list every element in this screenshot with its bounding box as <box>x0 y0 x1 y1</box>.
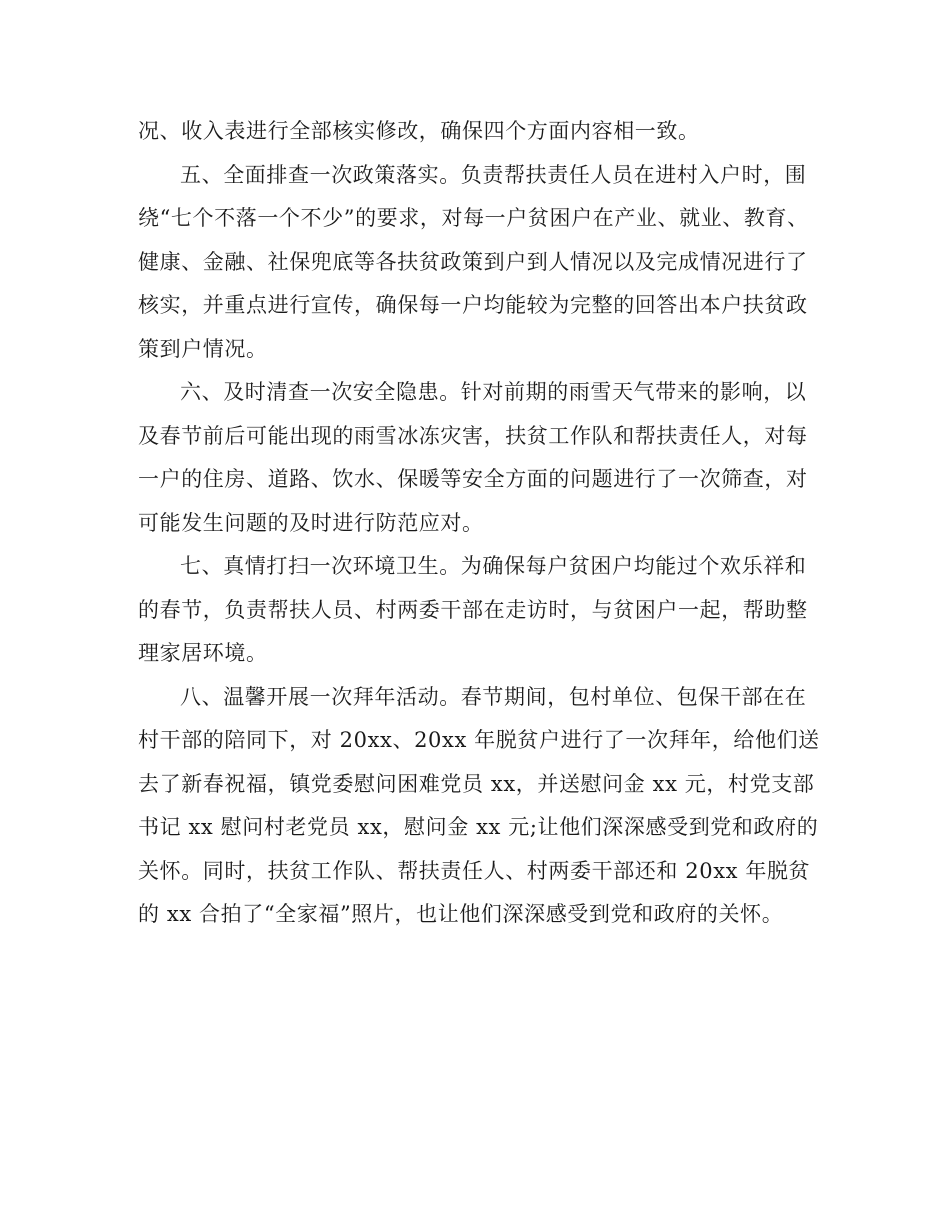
text-line: 核实，并重点进行宣传，确保每一户均能较为完整的回答出本户扶贫政 <box>138 293 808 317</box>
text-line: 理家居环境。 <box>138 641 268 665</box>
text-line: 村干部的陪同下，对 20xx、20xx 年脱贫户进行了一次拜年，给他们送 <box>138 728 820 752</box>
text-line: 健康、金融、社保兜底等各扶贫政策到户到人情况以及完成情况进行了 <box>138 249 808 274</box>
text-line: 及春节前后可能出现的雨雪冰冻灾害，扶贫工作队和帮扶责任人，对每 <box>138 423 808 448</box>
paragraph-8-heading-line: 八、温馨开展一次拜年活动。春节期间，包村单位、包保干部在在 <box>180 684 807 709</box>
text-line: 关怀。同时，扶贫工作队、帮扶责任人、村两委干部还和 20xx 年脱贫 <box>138 858 811 883</box>
text-line: 的 xx 合拍了“全家福”照片，也让他们深深感受到党和政府的关怀。 <box>138 902 784 926</box>
paragraph-5-heading-line: 五、全面排查一次政策落实。负责帮扶责任人员在进村入户时，围 <box>180 162 807 187</box>
text-line: 一户的住房、道路、饮水、保暖等安全方面的问题进行了一次筛查，对 <box>138 467 808 491</box>
paragraph-6-heading-line: 六、及时清查一次安全隐患。针对前期的雨雪天气带来的影响，以 <box>180 380 807 404</box>
text-line: 况、收入表进行全部核实修改，确保四个方面内容相一致。 <box>138 119 700 143</box>
document-body <box>138 110 818 937</box>
text-line: 去了新春祝福，镇党委慰问困难党员 xx，并送慰问金 xx 元，村党支部 <box>138 771 815 796</box>
text-line: 绕“七个不落一个不少”的要求，对每一户贫困户在产业、就业、教育、 <box>138 206 809 230</box>
text-line: 可能发生问题的及时进行防范应对。 <box>138 510 484 535</box>
text-line: 策到户情况。 <box>138 336 268 361</box>
text-line: 的春节，负责帮扶人员、村两委干部在走访时，与贫困户一起，帮助整 <box>138 597 808 622</box>
paragraph-7-heading-line: 七、真情打扫一次环境卫生。为确保每户贫困户均能过个欢乐祥和 <box>180 554 807 578</box>
text-line: 书记 xx 慰问村老党员 xx，慰问金 xx 元;让他们深深感受到党和政府的 <box>138 815 819 839</box>
